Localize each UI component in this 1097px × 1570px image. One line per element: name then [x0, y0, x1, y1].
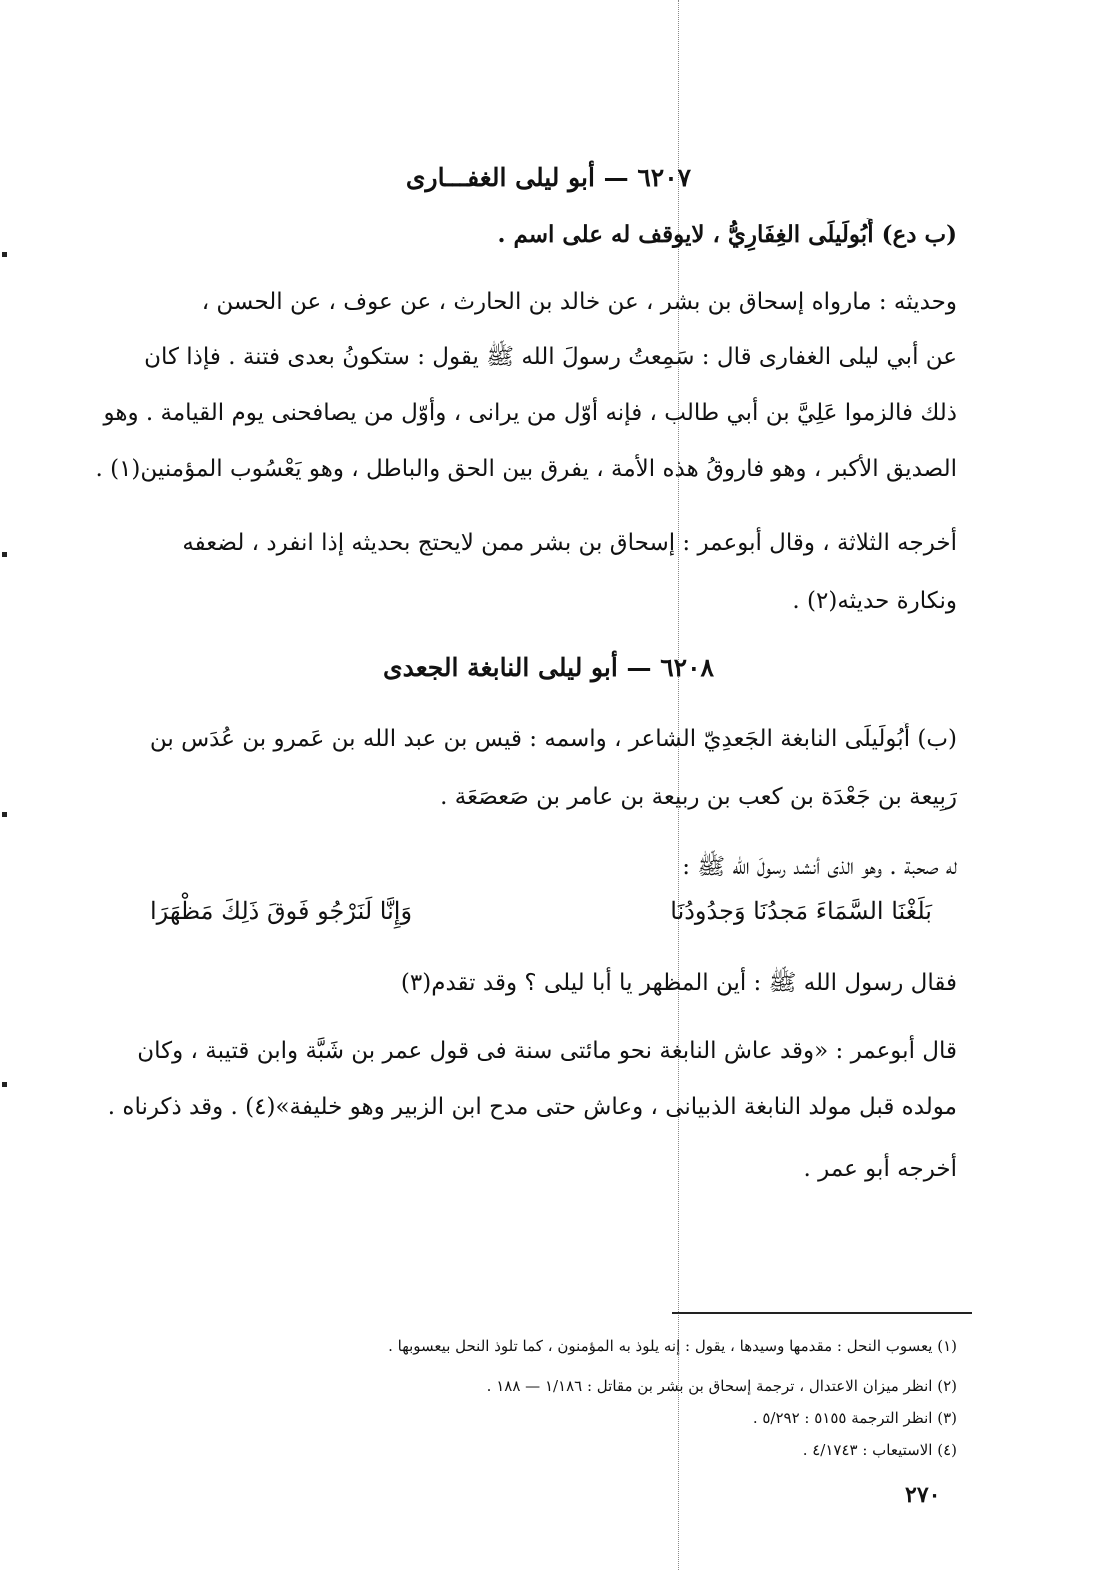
hadith-line-2: عن أبي ليلى الغفارى قال : سَمِعتُ رسولَ الله ﷺ يقول : ستكونُ بعدى فتنة . فإذا كان	[144, 344, 957, 370]
poem-hemistich-2: وَإِنَّا لَنَرْجُو فَوقَ ذَلِكَ مَظْهَرَا	[150, 897, 413, 925]
footnote-4: (٤) الاستيعاب : ٤/١٧٤٣ .	[802, 1441, 957, 1459]
footnote-3: (٣) انظر الترجمة ٥١٥٥ : ٥/٢٩٢ .	[752, 1409, 957, 1427]
entry-heading-6208: ٦٢٠٨ — أبو ليلى النابغة الجعدى	[383, 653, 714, 682]
hadith-line-1: وحديثه : مارواه إسحاق بن بشر ، عن خالد بن الحارث ، عن عوف ، عن الحسن ،	[201, 289, 957, 315]
footnote-2: (٢) انظر ميزان الاعتدال ، ترجمة إسحاق بن بشر بن مقاتل : ١/١٨٦ — ١٨٨ .	[486, 1377, 957, 1395]
scan-margin-mark	[2, 552, 7, 557]
abu-umar-line-2: مولده قبل مولد النابغة الذبيانى ، وعاش حتى مدح ابن الزبير وهو خليفة»(٤) . وقد ذكرناه .	[107, 1094, 957, 1120]
footnote-1: (١) يعسوب النحل : مقدمها وسيدها ، يقول : إنه يلوذ به المؤمنون ، كما تلوذ النحل بيعسوبها .	[388, 1337, 957, 1355]
companion-note: له صحبة . وهو الذى أنشد رسولَ الله ﷺ :	[682, 854, 957, 880]
poem-verse	[150, 893, 932, 929]
hadith-line-4: الصديق الأكبر ، وهو فاروقُ هذه الأمة ، يفرق بين الحق والباطل ، وهو يَعْسُوب المؤمنين(١) .	[95, 456, 957, 482]
commentary-line-1: أخرجه الثلاثة ، وقال أبوعمر : إسحاق بن بشر ممن لايحتج بحديثه إذا انفرد ، لضعفه	[182, 530, 957, 556]
hadith-line-3: ذلك فالزموا عَلِيَّ بن أبي طالب ، فإنه أوّل من يرانى ، وأوّل من يصافحنى يوم القيامة . وهو	[103, 400, 957, 426]
entry-heading-6207: ٦٢٠٧ — أبو ليلى الغفـــارى	[405, 163, 692, 192]
prophet-reply: فقال رسول الله ﷺ : أين المظهر يا أبا ليلى ؟ وقد تقدم(٣)	[400, 970, 957, 996]
scan-margin-mark	[2, 252, 7, 257]
poem-hemistich-1: بَلَغْنَا السَّمَاءَ مَجدُنَا وَجدُودُنَا	[670, 897, 932, 925]
scan-margin-mark	[2, 1082, 7, 1087]
abu-umar-line-1: قال أبوعمر : «وقد عاش النابغة نحو مائتى سنة فى قول عمر بن شَبَّة وابن قتيبة ، وكان	[137, 1038, 957, 1064]
page-number: ٢٧٠	[905, 1482, 941, 1508]
footnote-separator	[672, 1312, 972, 1314]
entry-6208-line-1: (ب) أَبُولَيلَى النابغة الجَعدِيّ الشاعر ، واسمه : قيس بن عبد الله بن عَمرو بن عُدَس بن	[149, 726, 957, 752]
abu-umar-line-3: أخرجه أبو عمر .	[803, 1156, 957, 1182]
commentary-line-2: ونكارة حديثه(٢) .	[792, 588, 957, 614]
entry-6208-line-2: رَبِيعة بن جَعْدَة بن كعب بن ربيعة بن عامر بن صَعصَعَة .	[440, 784, 957, 810]
entry-6207-intro: (ب دع) أَبُولَيلَى الغِفَارِيُّ ، لايوقف له على اسم .	[497, 221, 957, 248]
scan-margin-mark	[2, 812, 7, 817]
